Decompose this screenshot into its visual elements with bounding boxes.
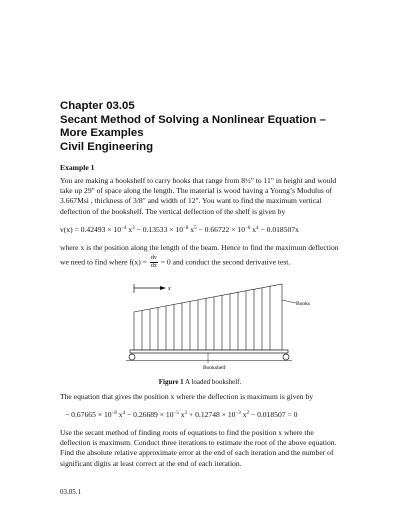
- chapter-title-line1: Secant Method of Solving a Nonlinear Equation –: [60, 113, 326, 126]
- paragraph-line: deflection of the bookshelf. The vertical deflection of the shelf is given by: [60, 206, 286, 216]
- chapter-title-line2: More Examples: [60, 127, 144, 139]
- chapter-number: Chapter 03.05: [60, 100, 135, 112]
- paragraph-line: where x is the position along the length of the beam. Hence to find the maximum deflection: [60, 243, 339, 252]
- paragraph-line: deflection is maximum. Conduct three iterations to estimate the root of the above equation.: [60, 438, 337, 448]
- support-left-icon: [129, 354, 135, 360]
- derivative-fraction: $\frac{dv}{dx}$: [150, 255, 157, 270]
- position-paragraph: The equation that gives the position x where the deflection is maximum is given by: [60, 392, 314, 401]
- derivative-paragraph: [60, 243, 370, 270]
- chapter-subtitle: Civil Engineering: [60, 140, 154, 153]
- paragraph-line: You are making a bookshelf to carry books that range from 8½" to 11" in height and would: [60, 176, 337, 185]
- deflection-equation: $v(x) = 0.42493 \times 10^{-4}$ $x^3 - 0.13533 \times 10^{-8}$ $x^5 - 0.66722 \times 10^{-6}$ $x^4 - 0.018507x$: [60, 225, 299, 234]
- paragraph-line: take up 29" of space along the length. The material is wood having a Young’s Modulus of: [60, 186, 333, 196]
- paragraph-line: Use the secant method of finding roots of equations to find the position x where the: [60, 428, 314, 437]
- page-number: 03.05.1: [60, 488, 81, 496]
- problem-paragraph: [60, 176, 370, 217]
- chapter-heading: [60, 100, 390, 154]
- paragraph-line: Find the absolute relative approximate error at the end of each iteration and the number of: [60, 448, 334, 458]
- books-label: Books: [296, 301, 311, 307]
- axis-label: x: [168, 286, 171, 292]
- bookshelf-label: Bookshelf: [203, 365, 226, 371]
- bookshelf-figure: [0, 278, 400, 374]
- paragraph-line: significant digits at least correct at the end of each iteration.: [60, 458, 242, 468]
- paragraph-line: we need to find where f(x) = $\frac{dv}{dx}$ = 0 and conduct the second derivative test.: [60, 255, 291, 270]
- example-title: Example 1: [60, 163, 95, 172]
- task-paragraph: [60, 428, 370, 469]
- support-right-icon: [283, 354, 289, 360]
- root-equation: − $0.67665 \times 10^{-8}$ $x^4 - 0.26689 \times 10^{-5}$ $x^3 + 0.12748 \times 10^{-3}$ $x^2 - 0.018507 = 0$: [65, 410, 298, 419]
- arrow-head-icon: [160, 286, 166, 290]
- paragraph-line: 3.667Msi , thickness of 3/8" and width of 12". You want to find the maximum vertical: [60, 196, 322, 206]
- bookshelf-board: [130, 350, 288, 353]
- books-group: [134, 284, 282, 350]
- figure-caption: Figure 1 A loaded bookshelf.: [158, 378, 242, 386]
